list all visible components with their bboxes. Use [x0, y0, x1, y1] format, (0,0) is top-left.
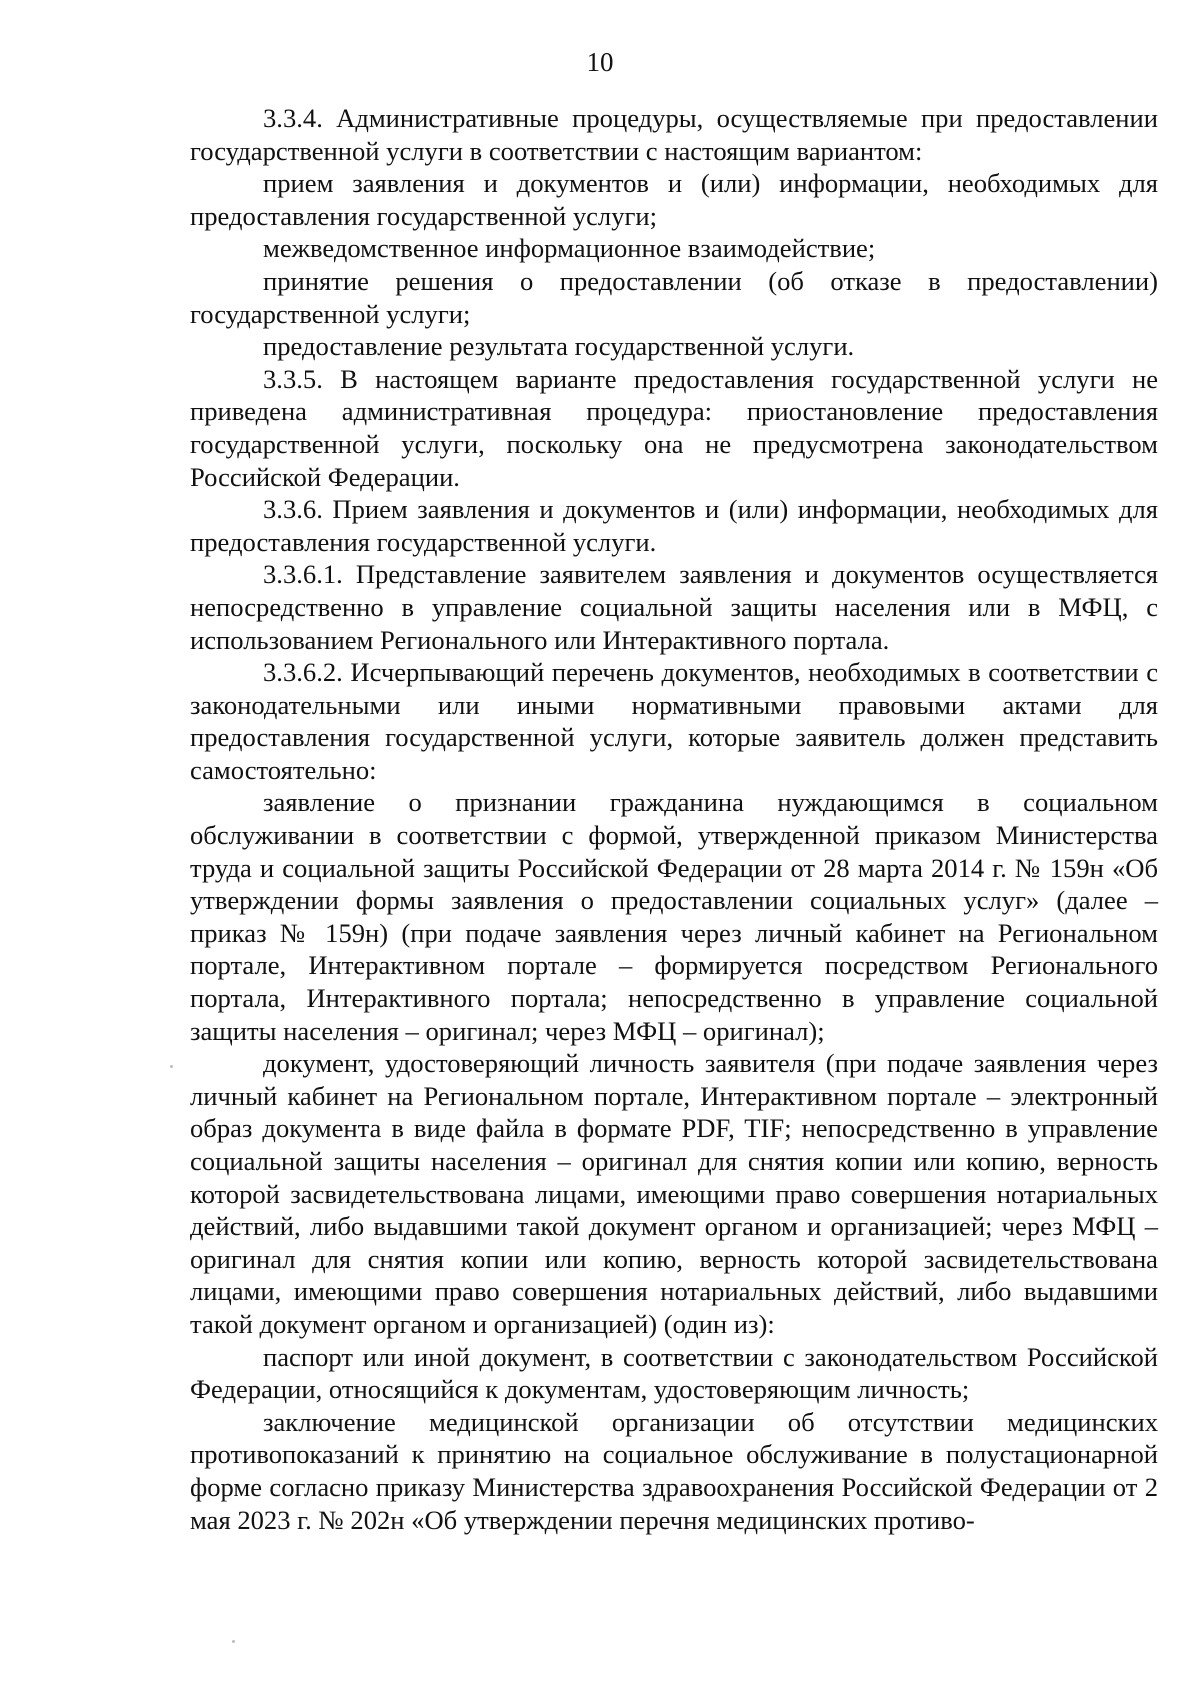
list-item-medical-conclusion: заключение медицинской организации об отсутствии медицинских противопоказаний к принятию на социальное обслуживание в полустационарной форме согласно приказу Министерства здравоохранения Российской Федерации от 2 мая 2023 г. № 202н «Об утверждении перечня медицинских противо-	[190, 1406, 1158, 1535]
scan-speck	[170, 1065, 173, 1068]
document-body	[190, 102, 1158, 1536]
paragraph-3-3-6: 3.3.6. Прием заявления и документов и (или) информации, необходимых для предоставления государственной услуги.	[190, 494, 1158, 557]
paragraph-3-3-5: 3.3.5. В настоящем варианте предоставления государственной услуги не приведена административная процедура: приостановление предоставления государственной услуги, поскольку она не предусмотрена законодательством Российской Федерации.	[190, 363, 1158, 492]
list-item-passport: паспорт или иной документ, в соответствии с законодательством Российской Федерации, относящийся к документам, удостоверяющим личность;	[190, 1341, 1158, 1405]
list-item-result: предоставление результата государственной услуги.	[263, 331, 855, 362]
list-item-identity-document: документ, удостоверяющий личность заявителя (при подаче заявления через личный кабинет на Региональном портале, Интерактивном портале – электронный образ документа в виде файла в формате PDF, TIF; непосредственно в управление социальной защиты населения – оригинал для снятия копии или копию, верность которой засвидетельствована лицами, имеющими право совершения нотариальных действий, либо выдавшими такой документ органом и организацией; через МФЦ – оригинал для снятия копии или копию, верность которой засвидетельствована лицами, имеющими право совершения нотариальных действий, либо выдавшими такой документ органом и организацией) (один из):	[190, 1048, 1158, 1339]
paragraph-3-3-4: 3.3.4. Административные процедуры, осуществляемые при предоставлении государственной услуги в соответствии с настоящим вариантом:	[190, 103, 1158, 166]
paragraph-3-3-6-2: 3.3.6.2. Исчерпывающий перечень документов, необходимых в соответствии с законодательными или иными нормативными правовыми актами для предоставления государственной услуги, которые заявитель должен представить самостоятельно:	[190, 657, 1158, 785]
page-number: 10	[586, 47, 614, 77]
list-item-interagency: межведомственное информационное взаимодействие;	[263, 233, 876, 264]
list-item-reception: прием заявления и документов и (или) информации, необходимых для предоставления государственной услуги;	[190, 168, 1158, 231]
paragraph-3-3-6-1: 3.3.6.1. Представление заявителем заявления и документов осуществляется непосредственно в управление социальной защиты населения или в МФЦ, с использованием Регионального или Интерактивного портала.	[190, 559, 1158, 655]
list-item-application: заявление о признании гражданина нуждающимся в социальном обслуживании в соответствии с формой, утвержденной приказом Министерства труда и социальной защиты Российской Федерации от 28 марта 2014 г. № 159н «Об утверждении формы заявления о предоставлении социальных услуг» (далее – приказ № 159н) (при подаче заявления через личный кабинет на Региональном портале, Интерактивном портале – формируется посредством Регионального портала, Интерактивного портала; непосредственно в управление социальной защиты населения – оригинал; через МФЦ – оригинал);	[190, 787, 1158, 1046]
scan-speck	[232, 1640, 235, 1643]
list-item-decision: принятие решения о предоставлении (об отказе в предоставлении) государственной услуги;	[190, 265, 1158, 329]
